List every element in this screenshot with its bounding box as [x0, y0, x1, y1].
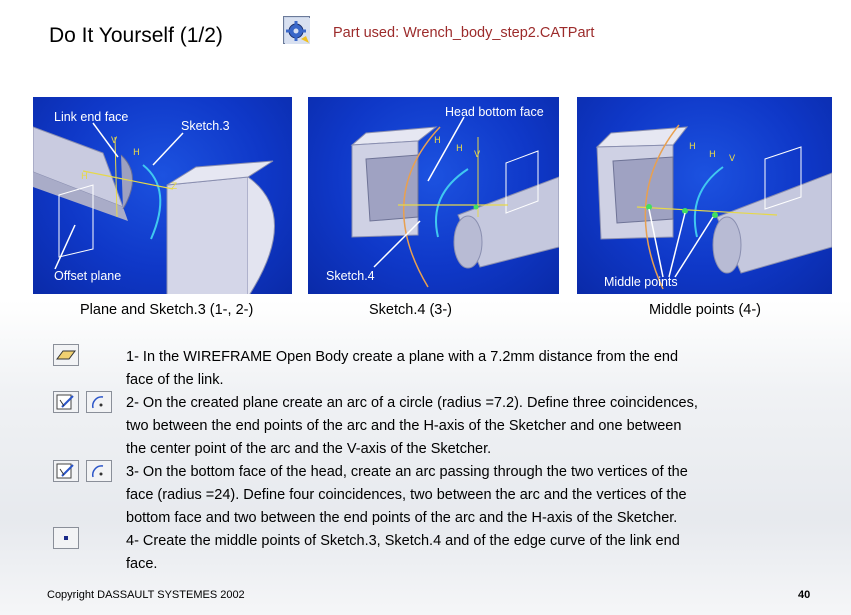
svg-text:H: H — [434, 136, 441, 146]
instruction-2-line-1: 2- On the created plane create an arc of a circle (radius =7.2). Define three coincidences, — [126, 395, 698, 411]
instruction-1-line-2: face of the link. — [126, 372, 224, 388]
instruction-3-line-3: bottom face and two between the end points of the arc and the H-axis of the Sketcher. — [126, 510, 678, 526]
label-head-bottom-face: Head bottom face — [445, 105, 544, 119]
instruction-4-line-2: face. — [126, 556, 158, 572]
svg-text:H: H — [81, 172, 88, 182]
svg-text:H: H — [133, 148, 140, 158]
svg-text:V: V — [474, 150, 481, 160]
instruction-1-line-1: 1- In the WIREFRAME Open Body create a plane with a 7.2mm distance from the end — [126, 349, 679, 365]
viewport-panel-middle-points — [577, 97, 832, 294]
instruction-2-line-3: the center point of the arc and the V-axis of the Sketcher. — [126, 441, 492, 457]
instruction-4-line-1: 4- Create the middle points of Sketch.3, Sketch.4 and of the edge curve of the link end — [126, 533, 680, 549]
panel2-geometry — [308, 97, 559, 294]
viewport-panel-plane-sketch3 — [33, 97, 292, 294]
copyright: Copyright DASSAULT SYSTEMES 2002 — [47, 589, 245, 601]
slide-title: Do It Yourself (1/2) — [49, 24, 223, 47]
label-offset-plane: Offset plane — [54, 269, 122, 283]
panel3-geometry — [577, 97, 832, 294]
arc-icon-2[interactable] — [86, 460, 112, 482]
caption-plane-sketch3: Plane and Sketch.3 (1-, 2-) — [80, 302, 254, 318]
svg-text:H: H — [709, 150, 716, 160]
part-used-label: Part used: Wrench_body_step2.CATPart — [333, 25, 595, 41]
label-sketch4: Sketch.4 — [326, 269, 375, 283]
svg-text:H: H — [456, 144, 463, 154]
instruction-3-line-1: 3- On the bottom face of the head, create an arc passing through the two vertices of the — [126, 464, 688, 480]
gear-icon[interactable] — [283, 16, 310, 44]
svg-text:V: V — [111, 136, 118, 146]
point-icon[interactable] — [53, 527, 79, 549]
instruction-2-line-2: two between the end points of the arc and the H-axis of the Sketcher and one between — [126, 418, 682, 434]
svg-text:H: H — [689, 142, 696, 152]
sketcher-icon[interactable] — [53, 391, 79, 413]
plane-icon[interactable] — [53, 344, 79, 366]
panel1-geometry — [33, 97, 292, 294]
page-number: 40 — [798, 589, 811, 601]
svg-text:V: V — [729, 154, 736, 164]
sketcher-icon-2[interactable] — [53, 460, 79, 482]
caption-sketch4: Sketch.4 (3-) — [369, 302, 452, 318]
svg-text:Z: Z — [171, 182, 178, 192]
label-sketch3: Sketch.3 — [181, 119, 230, 133]
instruction-3-line-2: face (radius =24). Define four coincidences, two between the arc and the vertices of the — [126, 487, 687, 503]
caption-middle-points: Middle points (4-) — [649, 302, 762, 318]
label-middle-points: Middle points — [604, 275, 678, 289]
instructions-text — [126, 346, 806, 576]
label-link-end-face: Link end face — [54, 110, 129, 124]
viewport-panel-sketch4 — [308, 97, 559, 294]
arc-icon[interactable] — [86, 391, 112, 413]
